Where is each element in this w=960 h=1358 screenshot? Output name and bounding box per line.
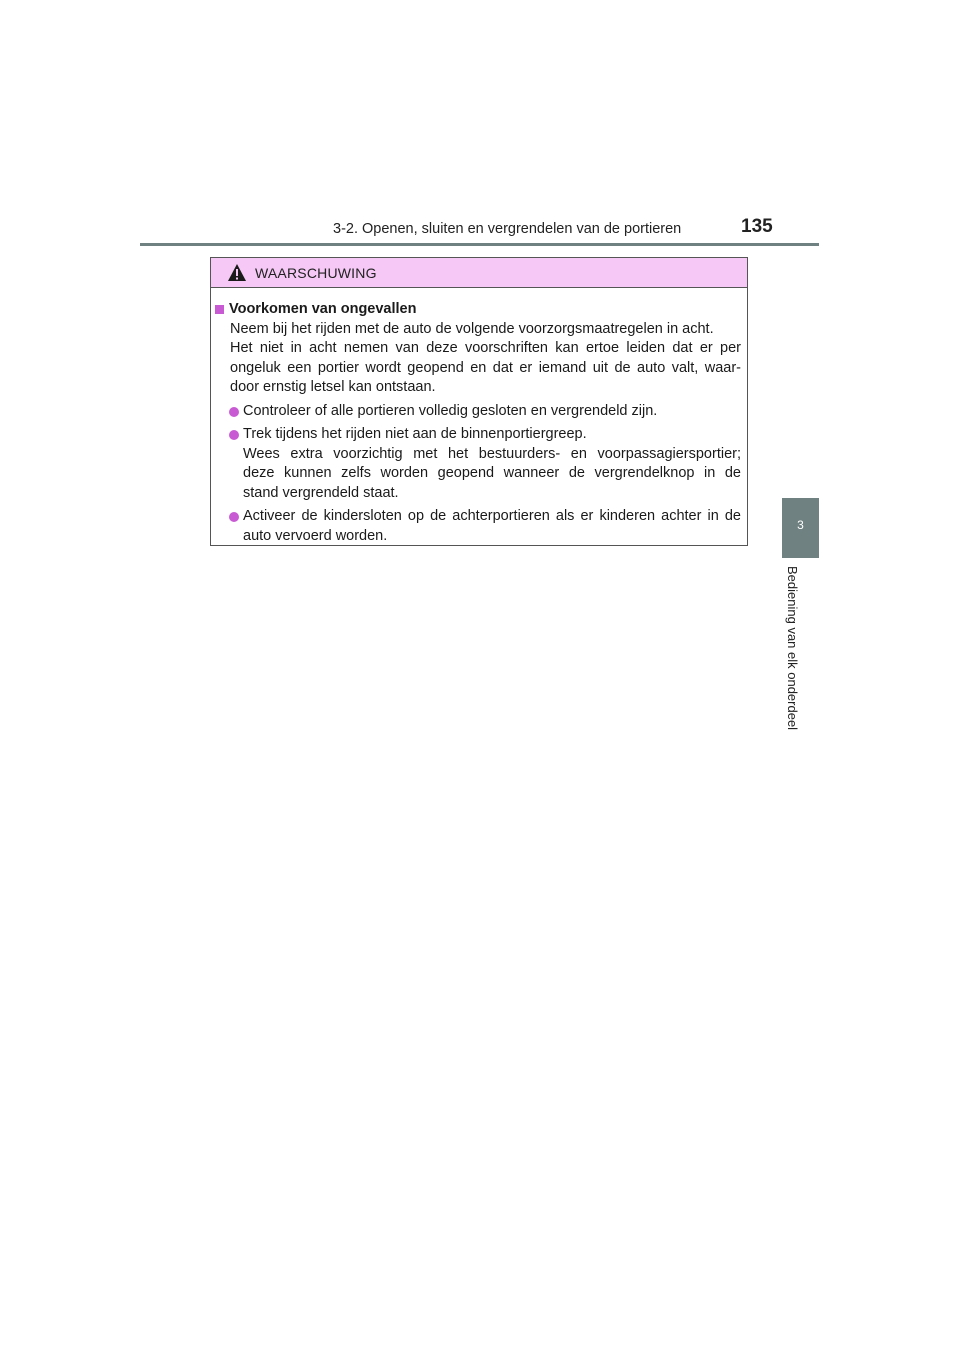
header-divider	[140, 243, 819, 246]
bullet-line: Activeer de kindersloten op de achterportieren als er kinderen achter in de	[243, 508, 741, 524]
bullet-line: stand vergrendeld staat.	[243, 484, 399, 501]
section-header-title: 3-2. Openen, sluiten en vergrendelen van de portieren	[333, 221, 682, 237]
circle-bullet-icon	[229, 407, 239, 417]
chapter-number: 3	[797, 518, 804, 532]
square-bullet-icon	[215, 305, 224, 314]
intro-line: Neem bij het rijden met de auto de volgende voorzorgsmaatregelen in acht.	[230, 320, 714, 337]
warning-body	[211, 288, 747, 546]
warning-header	[211, 258, 747, 288]
bullet-line: Controleer of alle portieren volledig gesloten en vergrendeld zijn.	[243, 402, 658, 419]
intro-line: door ernstig letsel kan ontstaan.	[230, 379, 436, 395]
intro-line: Het niet in acht nemen van deze voorschriften kan ertoe leiden dat er per	[230, 340, 741, 356]
bullet-item	[215, 425, 741, 503]
bullet-item	[215, 507, 741, 546]
bullet-line: Trek tijdens het rijden niet aan de binnenportiergreep.	[243, 426, 587, 442]
intro-paragraph	[215, 320, 741, 398]
warning-label: WAARSCHUWING	[255, 265, 377, 281]
bullet-line: deze kunnen zelfs worden geopend wanneer de vergrendelknop in de	[243, 465, 741, 481]
chapter-tab	[782, 498, 819, 558]
circle-bullet-icon	[229, 430, 239, 440]
section-title	[215, 300, 741, 320]
chapter-title: Bediening van elk onderdeel	[785, 566, 800, 731]
bullet-line: Wees extra voorzichtig met het bestuurders- en voorpassagiersportier;	[243, 445, 741, 462]
bullet-line: auto vervoerd worden.	[243, 527, 388, 544]
warning-triangle-icon	[227, 263, 247, 282]
page-number: 135	[741, 216, 773, 237]
intro-line: ongeluk een portier wordt geopend en dat er iemand uit de auto valt, waar-	[230, 359, 741, 376]
circle-bullet-icon	[229, 512, 239, 522]
section-title-text: Voorkomen van ongevallen	[229, 301, 417, 317]
bullet-item	[215, 402, 741, 422]
warning-box	[210, 257, 748, 546]
